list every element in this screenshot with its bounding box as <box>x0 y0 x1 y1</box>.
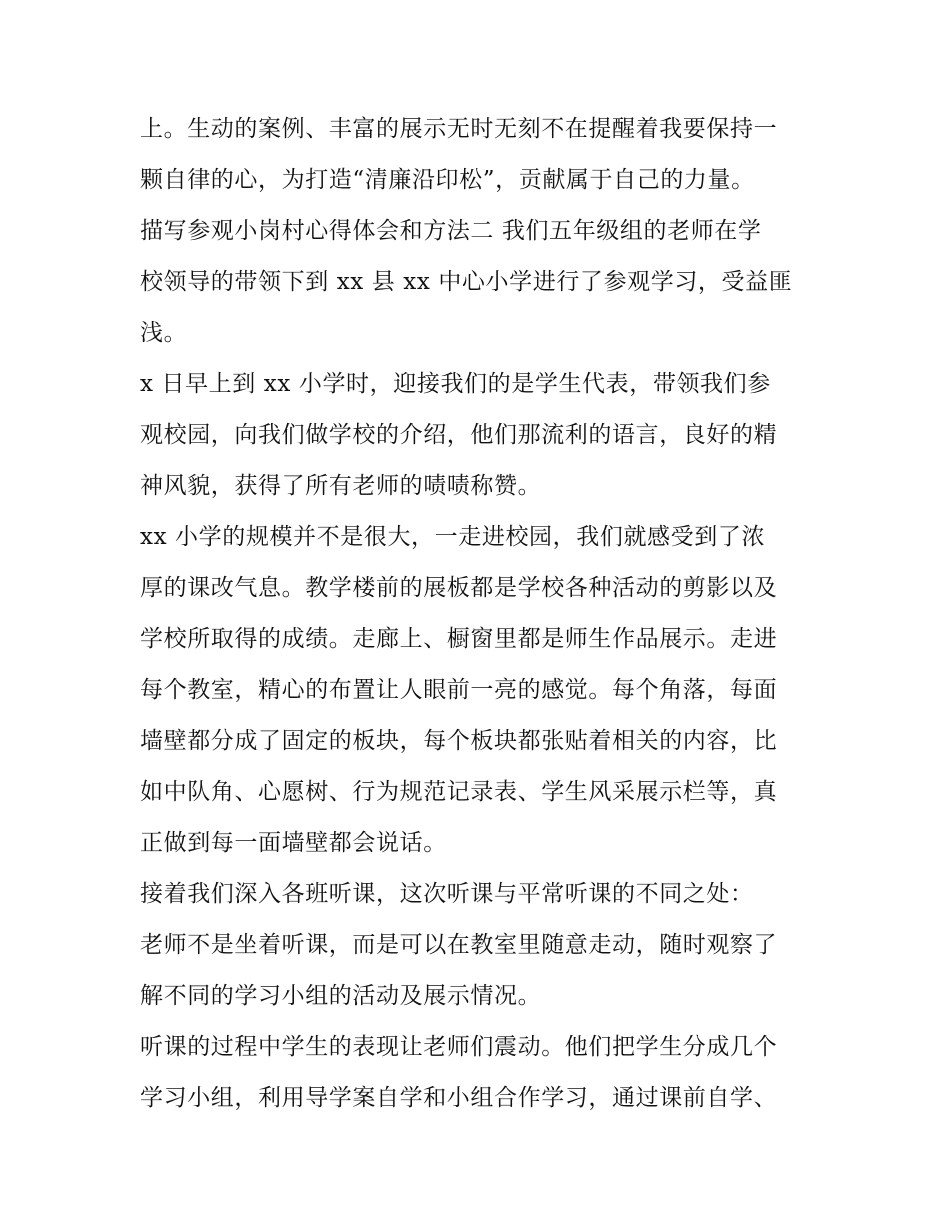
document-body <box>140 104 812 1124</box>
text-line: 听课的过程中学生的表现让老师们震动。他们把学生分成几个 <box>140 1034 778 1060</box>
text-line: 学校所取得的成绩。走廊上、橱窗里都是师生作品展示。走进 <box>140 626 778 652</box>
text-line: 描写参观小岗村心得体会和方法二 我们五年级组的老师在学 <box>140 218 762 244</box>
text-line: xx 小学的规模并不是很大，一走进校园，我们就感受到了浓 <box>140 524 766 550</box>
text-line: 如中队角、心愿树、行为规范记录表、学生风采展示栏等，真 <box>140 779 778 805</box>
text-line: 浅。 <box>140 320 188 346</box>
text-line: 接着我们深入各班听课，这次听课与平常听课的不同之处： <box>140 881 754 907</box>
text-line: 厚的课改气息。教学楼前的展板都是学校各种活动的剪影以及 <box>140 575 778 601</box>
text-line: 学习小组，利用导学案自学和小组合作学习，通过课前自学、 <box>140 1085 778 1111</box>
text-line: 墙壁都分成了固定的板块，每个板块都张贴着相关的内容，比 <box>140 728 778 754</box>
text-line: x 日早上到 xx 小学时，迎接我们的是学生代表，带领我们参 <box>140 371 771 397</box>
text-line: 颗自律的心，为打造“清廉沿印松”，贡献属于自己的力量。 <box>140 167 755 193</box>
text-line: 观校园，向我们做学校的介绍，他们那流利的语言，良好的精 <box>140 422 778 448</box>
text-line: 上。生动的案例、丰富的展示无时无刻不在提醒着我要保持一 <box>140 116 778 142</box>
text-line: 老师不是坐着听课，而是可以在教室里随意走动，随时观察了 <box>140 932 778 958</box>
text-line: 校领导的带领下到 xx 县 xx 中心小学进行了参观学习，受益匪 <box>140 269 793 295</box>
text-line: 神风貌，获得了所有老师的啧啧称赞。 <box>140 473 542 499</box>
text-line: 正做到每一面墙壁都会说话。 <box>140 830 447 856</box>
text-line: 解不同的学习小组的活动及展示情况。 <box>140 983 542 1009</box>
text-line: 每个教室，精心的布置让人眼前一亮的感觉。每个角落，每面 <box>140 677 778 703</box>
